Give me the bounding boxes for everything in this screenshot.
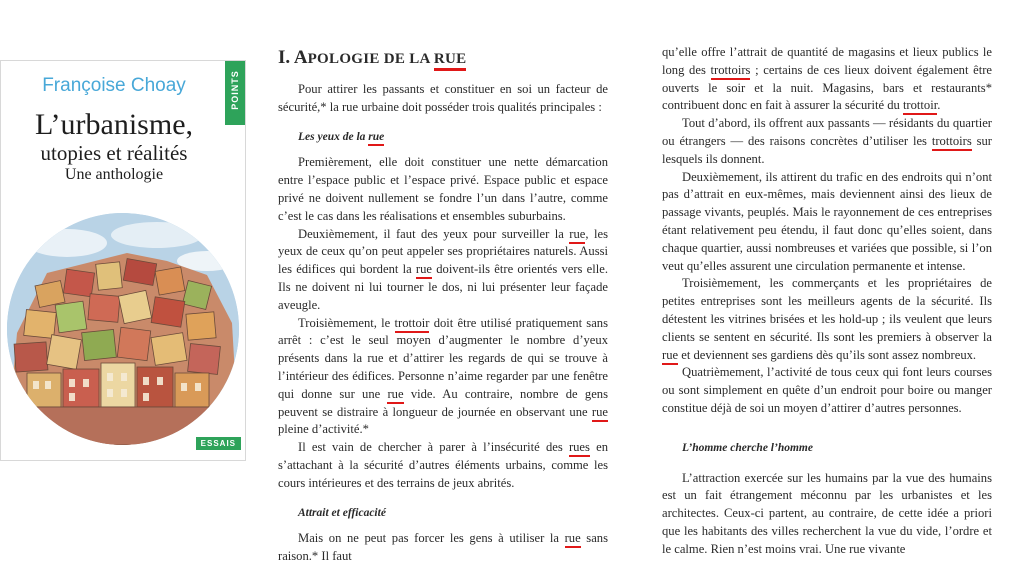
text-span: . (937, 98, 941, 113)
highlight-trottoirs: trottoirs (711, 63, 751, 80)
text-span: Mais on ne peut pas forcer les gens à utiliser la (298, 531, 565, 546)
text-span: ; certains de ces lieux doivent également être ouverts le soir et la nuit. Magasins, bars et restaurants* contribuent donc en fait à assurer la sécurité du (662, 62, 992, 113)
text-span: Tout d’abord, ils offrent aux passants — résidants du quartier ou étrangers — des raisons concrètes d’utiliser les (662, 116, 992, 148)
highlight-trottoir: trottoir (903, 98, 937, 115)
heading-number: I. (278, 47, 291, 68)
text-span: et deviennent ses gardiens dès qu’ils sont assez nombreux. (678, 347, 977, 362)
cover-title: L’urbanisme, (34, 108, 194, 141)
paragraph-premierement: Premièrement, elle doit constituer une nette démarcation entre l’espace public et l’espace privé. Espace public et espace privé ne doivent nullement se fondre l’un dans l’autre, comme c’est le cas dans les réalisations et ensembles suburbains. (278, 155, 608, 223)
text-span: sans raison.* Il faut (278, 531, 608, 564)
highlight-trottoir: trottoir (395, 316, 430, 333)
cover-subtitle: utopies et réalités (40, 141, 188, 165)
section-heading (278, 44, 608, 73)
paragraph-deuxiemement-trafic: Deuxièmement, ils attirent du trafic en des endroits qui n’ont pas d’attrait en eux-mêmes, mais deviennent ainsi des lieux de passage vivants, peuplés. Mais le rayonnement de ces entreprises étant relativement peu étendu, il faut donc qu’elles soient, dans chaque quartier, aussi nombreuses et variées que possible, si l’on veut qu’elles assurent une circulation permanente et intense. (662, 169, 992, 273)
paragraph-troisiemement-commercants (662, 275, 992, 364)
highlight-rue: rue (592, 405, 608, 422)
text-span: Troisièmement, le (298, 315, 395, 330)
highlight-rue: rue (569, 227, 585, 244)
subheading-homme: L’homme cherche l’homme (682, 441, 813, 454)
points-logo (225, 61, 245, 125)
highlight-rue: RUE (434, 51, 467, 71)
subheading-yeux (298, 129, 608, 147)
paragraph-troisiemement (278, 315, 608, 440)
text-span: vide. Au contraire, nombre de gens peuvent se distraire à longueur de journée en observant une (278, 386, 608, 419)
highlight-trottoirs: trottoirs (932, 134, 972, 151)
highlight-rue: rue (387, 387, 403, 404)
paragraph-forcer (278, 530, 608, 566)
paragraph-vain (278, 439, 608, 492)
text-span: qu’elle offre l’attrait de quantité de magasins et lieux publics le long des (662, 45, 992, 77)
text-span: Deuxièmement, il faut des yeux pour surveiller la (298, 226, 570, 241)
points-label: POINTS (230, 70, 240, 110)
cover-author: Françoise Choay (42, 75, 186, 96)
highlight-rue: rue (565, 531, 581, 548)
text-span: en s’attachant à la sécurité d’autres éléments urbains, comme les cours intérieures et des terrains de jeux abrités. (278, 440, 608, 490)
paragraph-deuxiemement (278, 226, 608, 315)
subheading-text: Les yeux de la (298, 130, 369, 143)
paragraph-quatriemement: Quatrièmement, l’activité de tous ceux qui font leurs courses ou sont simplement en quête d’un endroit pour boire ou manger constitue déjà de soi un moyen d’attirer d’autres personnes. (662, 365, 992, 415)
text-span: , les yeux de ceux qu’on peut appeler ses propriétaires naturels. Aussi les édifices qui bordent la (278, 226, 608, 277)
text-span: doivent-ils être orientés vers elle. Ils ne doivent ni lui tourner le dos, ni lui présenter leur façade aveugle. (278, 262, 609, 312)
right-text-column (662, 44, 992, 559)
text-span: Troisièmement, les commerçants et les propriétaires de petites entreprises sont les meilleurs agents de la sécurité. Ils détestent les vitrines brisées et les hold-up ; ils veulent que leurs clients se sentent en sécurité. Ils sont les premiers à observer la (662, 276, 992, 344)
heading-initial: A (293, 47, 308, 68)
left-text-column (278, 44, 608, 566)
essais-label: ESSAIS (196, 437, 241, 450)
subheading-attrait: Attrait et efficacité (298, 506, 386, 519)
text-span: sur lesquels ils donnent. (662, 133, 993, 166)
highlight-rue: rue (368, 131, 384, 146)
book-cover (0, 60, 246, 461)
stacked-houses-illustration (7, 213, 239, 445)
cover-illustration (7, 213, 239, 445)
paragraph-attrait-magasins (662, 44, 992, 115)
paragraph-attraction: L’attraction exercée sur les humains par la vue des humains est un fait étrangement méconnu par les urbanistes et les architectes. Ceux-ci partent, au contraire, de cette idée a priori que les habitants des villes recherchent la vue du vide, l’ordre et le calme. Rien n’est moins vrai. Une rue vivante (662, 470, 992, 556)
paragraph-tout-dabord (662, 115, 992, 168)
cover-tagline: Une anthologie (64, 166, 164, 183)
heading-text: POLOGIE DE LA (307, 51, 434, 67)
highlight-rue: rue (416, 262, 432, 279)
highlight-rue: rue (662, 348, 678, 365)
text-span: doit être utilisé pratiquement sans arrêt : c’est le seul moyen d’augmenter le nombre d’yeux présents dans la rue et d’attirer les regards de qui se trouve à l’intérieur des édifices. Personne n’aime regarder par une fenêtre qui donne sur une (278, 315, 608, 401)
highlight-rues: rues (569, 440, 590, 457)
text-span: Il est vain de chercher à parer à l’insécurité des (298, 440, 569, 455)
text-span: pleine d’activité.* (278, 422, 369, 437)
intro-paragraph: Pour attirer les passants et constituer en soi un facteur de sécurité,* la rue urbaine doit posséder trois qualités principales : (278, 82, 608, 114)
